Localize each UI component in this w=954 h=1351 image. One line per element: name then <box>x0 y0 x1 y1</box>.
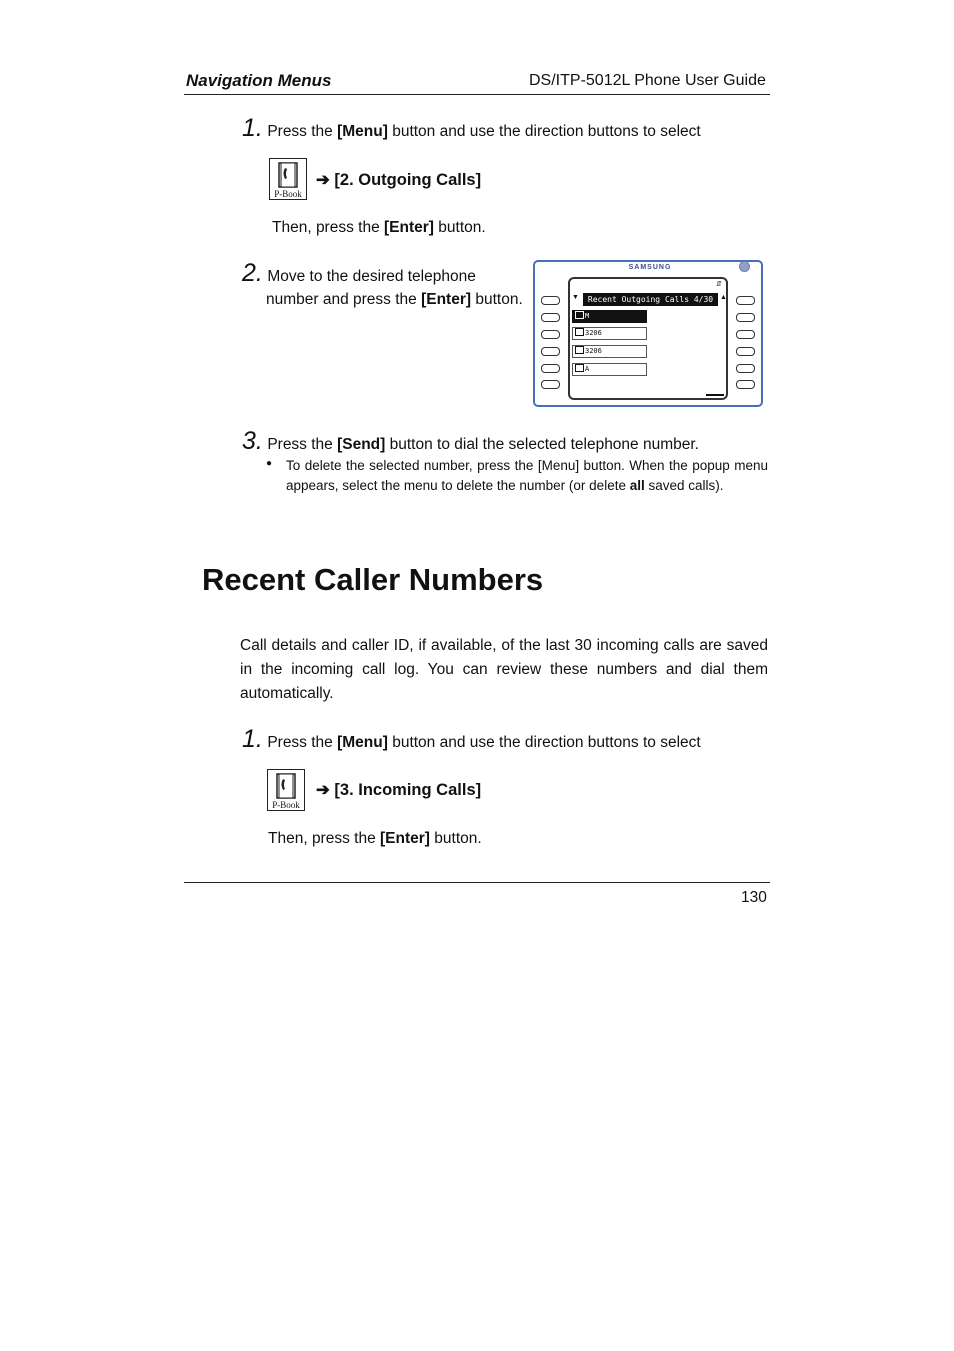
p-book-icon <box>269 158 307 200</box>
p-book-icon <box>267 769 305 811</box>
p-book-label: P-Book <box>274 189 302 199</box>
scroll-up-icon: ▲ <box>720 294 727 301</box>
step-number: 2. <box>242 259 263 287</box>
menu-path-incoming <box>316 780 481 800</box>
step-number: 3. <box>242 427 263 455</box>
left-softkey-3 <box>541 330 560 339</box>
status-icon: ⇵ <box>716 281 722 288</box>
step-1-incoming <box>242 725 701 755</box>
right-arrow-icon: ➔ <box>316 781 330 799</box>
right-softkey-5 <box>736 364 755 373</box>
lcd-title-bar: Recent Outgoing Calls 4/30 <box>583 293 718 306</box>
then-enter-outgoing: Then, press the [Enter] button. <box>272 219 486 236</box>
right-arrow-icon: ➔ <box>316 171 330 189</box>
menu-path-outgoing <box>316 170 481 190</box>
right-softkey-4 <box>736 347 755 356</box>
p-book-label: P-Book <box>272 800 300 810</box>
left-softkey-4 <box>541 347 560 356</box>
guide-title: DS/ITP-5012L Phone User Guide <box>529 72 766 89</box>
footer-rule <box>184 882 770 883</box>
step-text: Press the [Send] button to dial the selected telephone number. <box>267 436 699 453</box>
lcd-screen <box>568 277 728 400</box>
phone-display-figure <box>533 260 763 407</box>
call-list-item: 3206 <box>572 345 647 358</box>
step-3-outgoing <box>242 427 699 457</box>
step-number: 1. <box>242 114 263 142</box>
header-rule <box>184 94 770 95</box>
right-softkey-2 <box>736 313 755 322</box>
bullet-dot-icon: ● <box>266 458 273 469</box>
left-softkey-2 <box>541 313 560 322</box>
left-softkey-5 <box>541 364 560 373</box>
step-1-outgoing <box>242 114 701 144</box>
step-text-line1: Move to the desired telephone <box>267 268 476 285</box>
then-enter-incoming: Then, press the [Enter] button. <box>268 830 482 847</box>
brand-logo: SAMSUNG <box>628 264 672 271</box>
right-softkey-1 <box>736 296 755 305</box>
phone-entry-icon <box>575 328 584 336</box>
scroll-down-icon: ▼ <box>572 294 579 301</box>
section-paragraph: Call details and caller ID, if available, of the last 30 incoming calls are saved in the incoming call log. You can review these numbers and dial them automatically. <box>240 637 768 702</box>
menu-item-incoming-calls: [3. Incoming Calls] <box>334 781 482 799</box>
phone-entry-icon <box>575 364 584 372</box>
phone-entry-icon <box>575 346 584 354</box>
step-number: 1. <box>242 725 263 753</box>
step-text-line2: number and press the [Enter] button. <box>266 291 523 308</box>
menu-item-outgoing-calls: [2. Outgoing Calls] <box>334 171 482 189</box>
call-list-item: 3206 <box>572 327 647 340</box>
step-text: Press the [Menu] button and use the direction buttons to select <box>267 123 701 140</box>
bullet-note: To delete the selected number, press the [Menu] button. When the popup menu appears, select the menu to delete the number (or delete all saved calls). <box>286 458 768 493</box>
message-led <box>739 261 750 272</box>
call-list-item: M <box>572 310 647 323</box>
call-list-item: A <box>572 363 647 376</box>
right-softkey-3 <box>736 330 755 339</box>
right-softkey-6 <box>736 380 755 389</box>
page-number: 130 <box>741 889 767 906</box>
section-title: Navigation Menus <box>186 71 332 90</box>
step-2-outgoing <box>242 259 532 289</box>
lcd-bottom-bar <box>706 394 724 396</box>
step-text: Press the [Menu] button and use the direction buttons to select <box>267 734 701 751</box>
section-heading: Recent Caller Numbers <box>202 562 544 597</box>
phone-entry-icon <box>575 311 584 319</box>
left-softkey-1 <box>541 296 560 305</box>
left-softkey-6 <box>541 380 560 389</box>
